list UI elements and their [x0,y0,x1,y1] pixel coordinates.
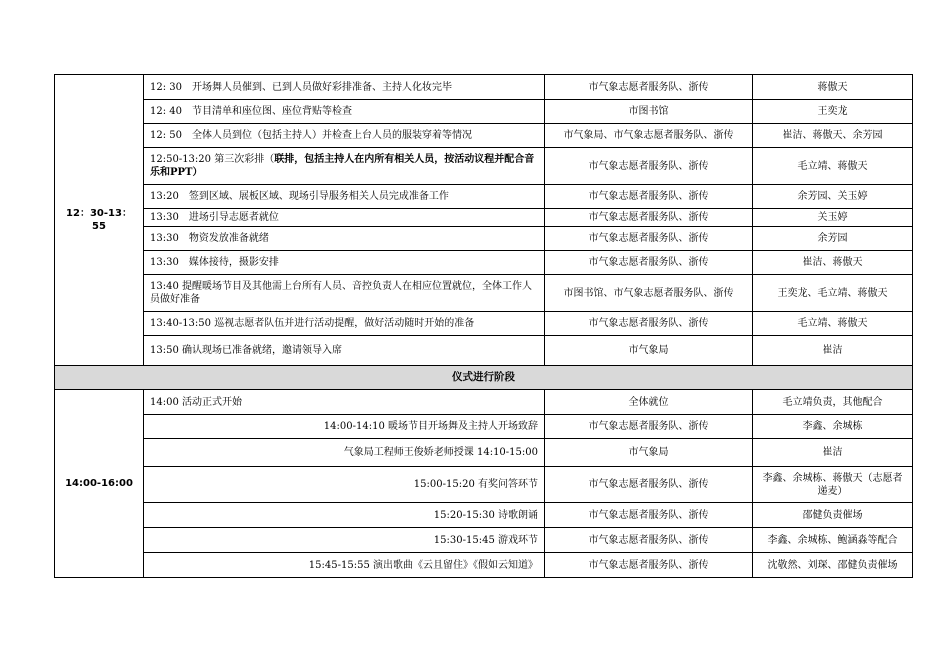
person-cell: 李鑫、余城栋、蒋傲天（志愿者递麦） [753,467,913,503]
task-cell: 13:50 确认现场已准备就绪，邀请领导入席 [144,336,545,366]
unit-cell: 市气象志愿者服务队、浙传 [545,467,753,503]
unit-cell: 市图书馆、市气象志愿者服务队、浙传 [545,275,753,312]
task-cell: 12: 50 全体人员到位（包括主持人）并检查上台人员的服装穿着等情况 [144,124,545,148]
table-row [55,312,913,336]
unit-cell: 市气象志愿者服务队、浙传 [545,553,753,578]
task-cell: 15:45-15:55 演出歌曲《云且留住》《假如云知道》 [144,553,545,578]
unit-cell: 市图书馆 [545,100,753,124]
schedule-table [54,74,913,578]
unit-cell: 市气象志愿者服务队、浙传 [545,185,753,209]
table-row [55,415,913,439]
time-range-ceremony: 14:00-16:00 [55,390,144,578]
person-cell: 崔洁 [753,439,913,467]
task-cell: 13:40 提醒暖场节目及其他需上台所有人员、音控负责人在相应位置就位，全体工作人员做好准备 [144,275,545,312]
person-cell: 邵健负责催场 [753,503,913,528]
person-cell: 毛立靖、蒋傲天 [753,148,913,185]
table-row [55,251,913,275]
unit-cell: 市气象局 [545,336,753,366]
person-cell: 王奕龙 [753,100,913,124]
task-cell: 15:00-15:20 有奖问答环节 [144,467,545,503]
unit-cell: 市气象志愿者服务队、浙传 [545,75,753,100]
person-cell: 崔洁、蒋傲天 [753,251,913,275]
unit-cell: 市气象志愿者服务队、浙传 [545,503,753,528]
table-row [55,275,913,312]
task-cell: 12: 30 开场舞人员催到、已到人员做好彩排准备、主持人化妆完毕 [144,75,545,100]
person-cell: 关玉婷 [753,209,913,227]
table-row [55,467,913,503]
person-cell: 崔洁、蒋傲天、余芳园 [753,124,913,148]
task-cell: 14:00-14:10 暖场节目开场舞及主持人开场致辞 [144,415,545,439]
task-cell: 13:30 进场引导志愿者就位 [144,209,545,227]
stage-title: 仪式进行阶段 [55,366,913,390]
table-row [55,503,913,528]
person-cell: 王奕龙、毛立靖、蒋傲天 [753,275,913,312]
unit-cell: 全体就位 [545,390,753,415]
person-cell: 崔洁 [753,336,913,366]
task-text-bold: 联排，包括主持人在内所有相关人员，按活动议程并配合音乐和PPT） [150,154,535,178]
person-cell: 余芳园、关玉婷 [753,185,913,209]
person-cell: 余芳园 [753,227,913,251]
table-row [55,100,913,124]
table-row [55,439,913,467]
table-row [55,148,913,185]
unit-cell: 市气象志愿者服务队、浙传 [545,148,753,185]
task-cell: 14:00 活动正式开始 [144,390,545,415]
time-range-prep: 12：30-13：55 [55,75,144,366]
person-cell: 沈敬然、刘琛、邵健负责催场 [753,553,913,578]
table-row [55,528,913,553]
person-cell: 蒋傲天 [753,75,913,100]
unit-cell: 市气象志愿者服务队、浙传 [545,528,753,553]
person-cell: 毛立靖、蒋傲天 [753,312,913,336]
task-cell: 12: 40 节目清单和座位图、座位背贴等检查 [144,100,545,124]
table-row [55,209,913,227]
task-cell: 13:30 媒体接待，摄影安排 [144,251,545,275]
task-cell [144,148,545,185]
table-row [55,75,913,100]
unit-cell: 市气象志愿者服务队、浙传 [545,251,753,275]
table-row [55,227,913,251]
table-row [55,336,913,366]
task-cell: 气象局工程师王俊娇老师授课 14:10-15:00 [144,439,545,467]
unit-cell: 市气象志愿者服务队、浙传 [545,415,753,439]
unit-cell: 市气象局、市气象志愿者服务队、浙传 [545,124,753,148]
task-cell: 13:30 物资发放准备就绪 [144,227,545,251]
task-cell: 13:20 签到区域、展板区域、现场引导服务相关人员完成准备工作 [144,185,545,209]
unit-cell: 市气象志愿者服务队、浙传 [545,312,753,336]
person-cell: 李鑫、余城栋、鲍涵淼等配合 [753,528,913,553]
task-cell: 15:20-15:30 诗歌朗诵 [144,503,545,528]
stage-header-row [55,366,913,390]
table-row [55,390,913,415]
table-row [55,553,913,578]
table-row [55,124,913,148]
task-text: 12:50-13:20 第三次彩排（ [150,154,275,165]
unit-cell: 市气象局 [545,439,753,467]
unit-cell: 市气象志愿者服务队、浙传 [545,209,753,227]
task-cell: 13:40-13:50 巡视志愿者队伍并进行活动提醒，做好活动随时开始的准备 [144,312,545,336]
table-row [55,185,913,209]
task-cell: 15:30-15:45 游戏环节 [144,528,545,553]
unit-cell: 市气象志愿者服务队、浙传 [545,227,753,251]
person-cell: 毛立靖负责，其他配合 [753,390,913,415]
person-cell: 李鑫、余城栋 [753,415,913,439]
